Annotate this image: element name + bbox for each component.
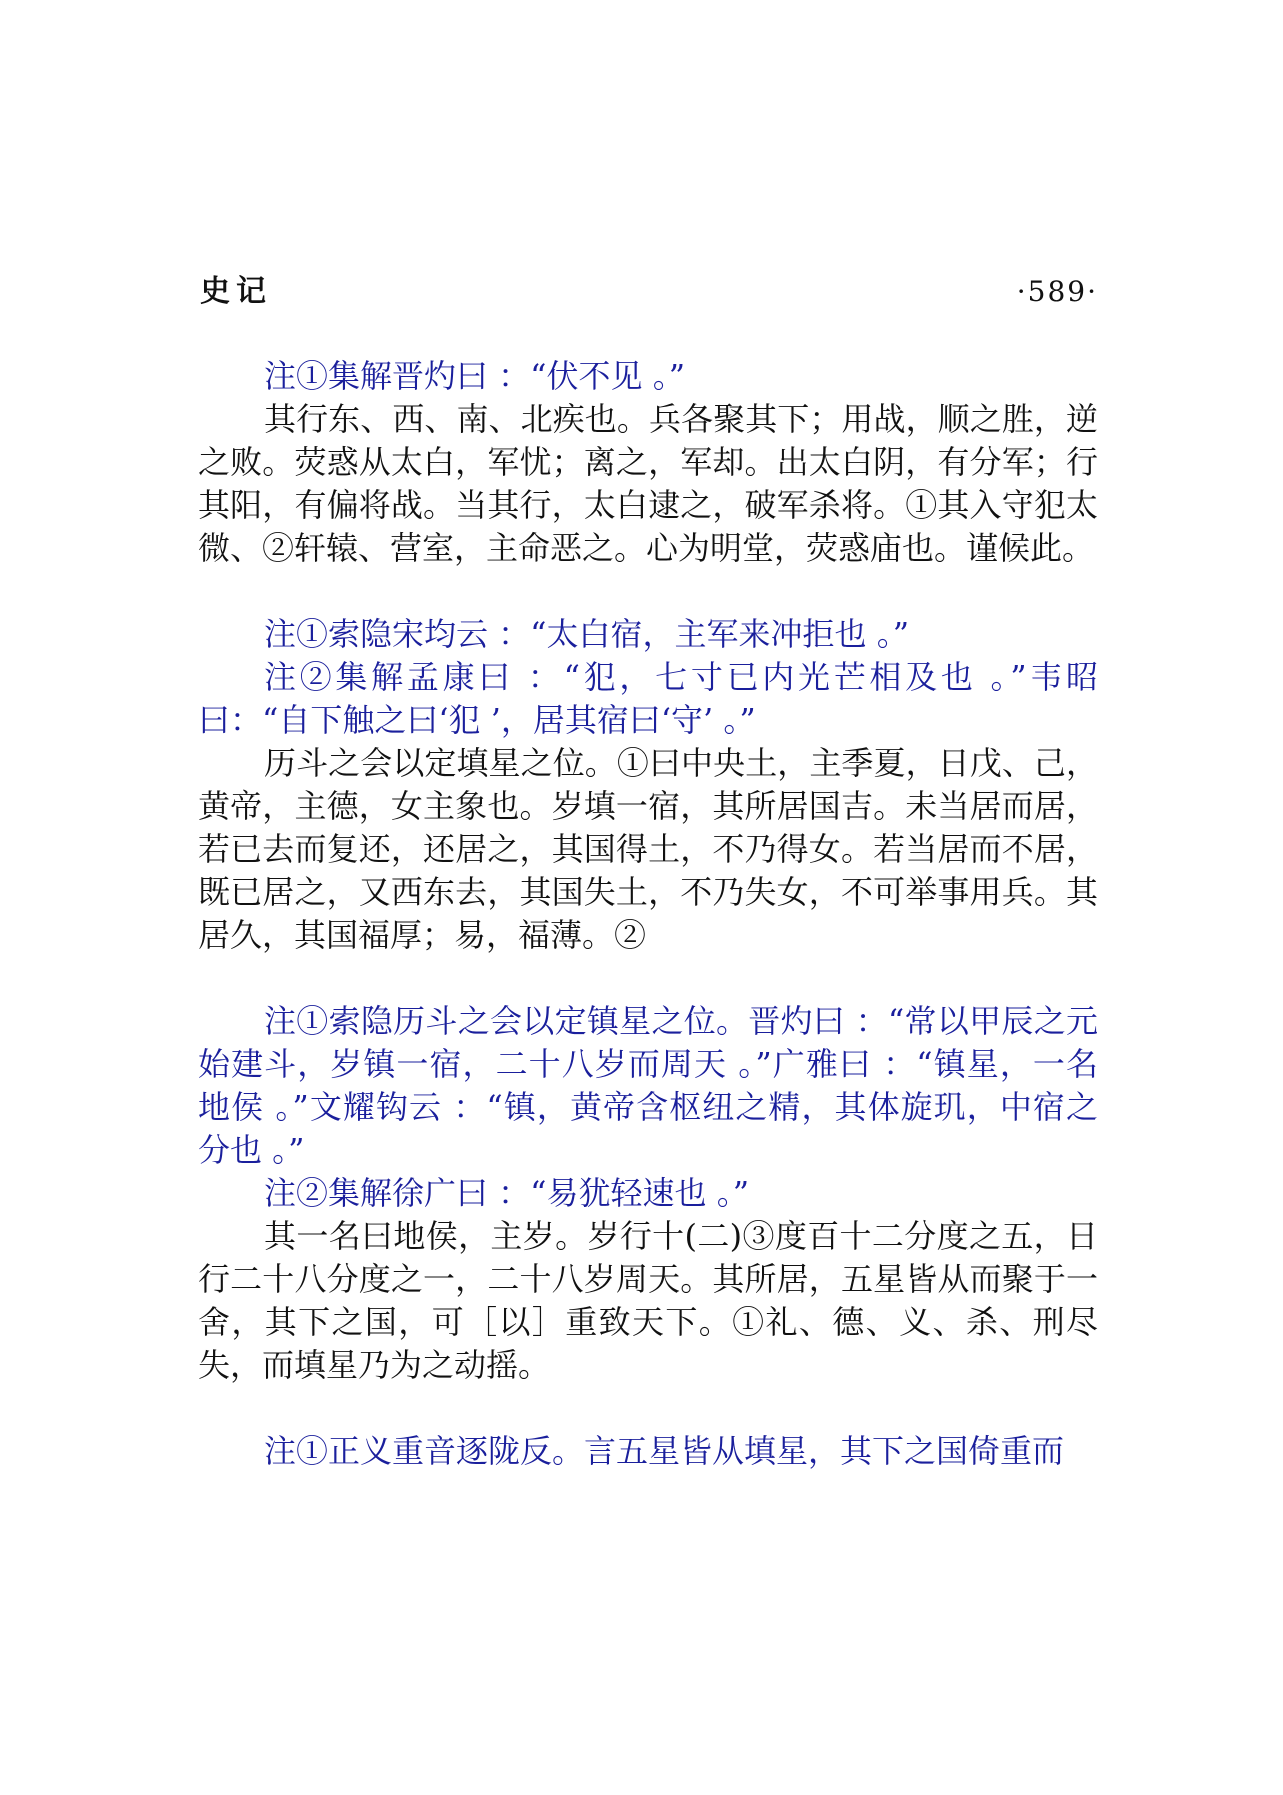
- book-title: 史记: [200, 274, 272, 309]
- annotation-paragraph: 注①索隐宋均云 ：“太白宿，主军来冲拒也 。”: [264, 615, 910, 653]
- annotation-paragraph: 注②集解孟康曰 ：“犯，七寸已内光芒相及也 。”韦昭曰：“自下触之曰‘犯 ’，居其宿曰‘守’ 。”: [198, 658, 1098, 739]
- paragraph-spacer: [198, 957, 1098, 1000]
- main-text-paragraph: 其一名曰地侯，主岁。岁行十(二)③度百十二分度之五，日行二十八分度之一，二十八岁周天。其所居，五星皆从而聚于一舍，其下之国，可［以］重致天下。①礼、德、义、杀、刑尽失，而填星乃为之动摇。: [198, 1217, 1098, 1384]
- paragraph-spacer: [198, 1387, 1098, 1430]
- main-text-paragraph: 历斗之会以定填星之位。①曰中央土，主季夏，日戊、己，黄帝，主德，女主象也。岁填一宿，其所居国吉。未当居而居，若已去而复还，还居之，其国得土，不乃得女。若当居而不居，既已居之，又西东去，其国失土，不乃失女，不可举事用兵。其居久，其国福厚；易，福薄。②: [198, 744, 1098, 954]
- annotation-paragraph: 注①正义重音逐陇反。言五星皆从填星，其下之国倚重而: [264, 1432, 1065, 1470]
- page-number: ·589·: [1016, 275, 1098, 308]
- paragraph-spacer: [198, 570, 1098, 613]
- annotation-paragraph: 注①集解晋灼曰 ：“伏不见 。”: [264, 357, 686, 395]
- page-header: [200, 272, 1098, 312]
- main-text-paragraph: 其行东、西、南、北疾也。兵各聚其下；用战，顺之胜，逆之败。荧惑从太白，军忧；离之，军却。出太白阴，有分军；行其阳，有偏将战。当其行，太白逮之，破军杀将。①其入守犯太微、②轩辕、营室，主命恶之。心为明堂，荧惑庙也。谨候此。: [198, 400, 1098, 567]
- annotation-paragraph: 注②集解徐广曰 ：“易犹轻速也 。”: [264, 1174, 750, 1212]
- annotation-paragraph: 注①索隐历斗之会以定镇星之位。晋灼曰 ：“常以甲辰之元始建斗，岁镇一宿，二十八岁而周天 。”广雅曰 ：“镇星，一名地侯 。”文耀钩云 ：“镇，黄帝含枢纽之精，其体旋玑，中宿之分也 。”: [198, 1002, 1098, 1169]
- page-body: [198, 355, 1098, 1473]
